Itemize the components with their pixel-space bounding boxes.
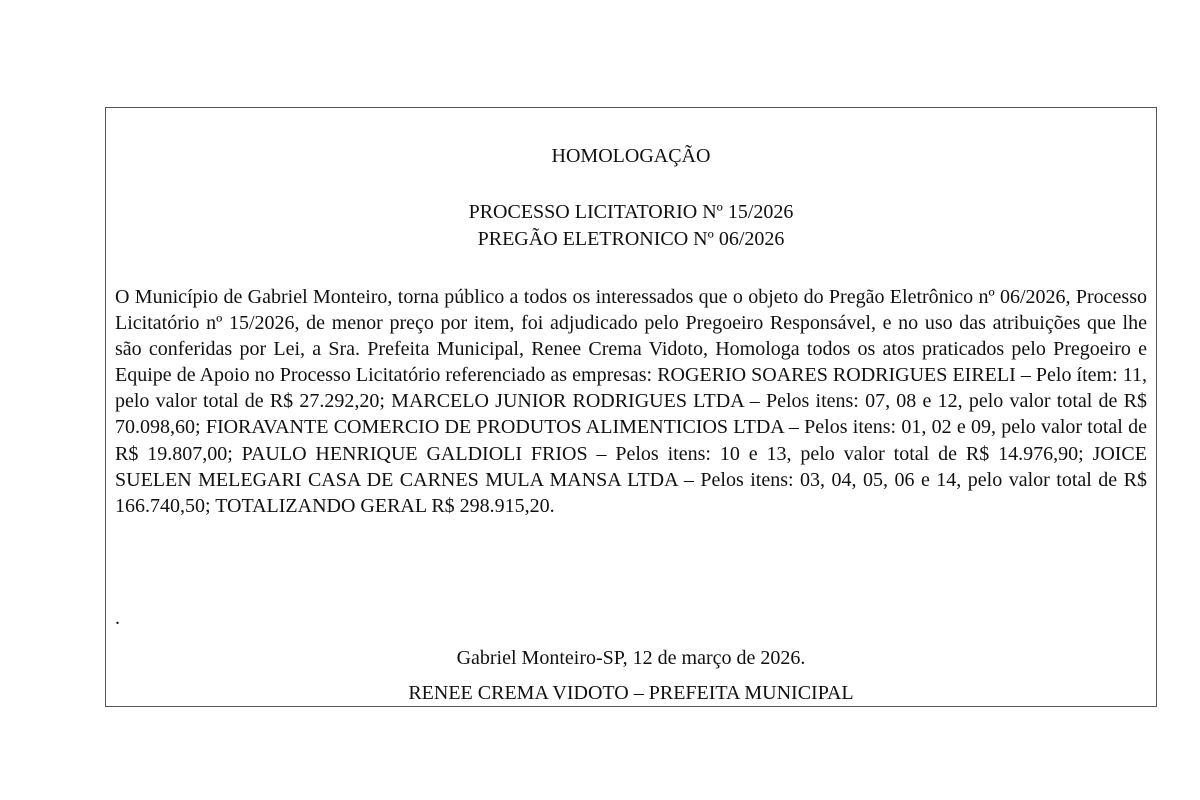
signature-line: RENEE CREMA VIDOTO – PREFEITA MUNICIPAL	[408, 682, 854, 704]
notice-heading: HOMOLOGAÇÃO	[551, 145, 711, 167]
notice-body: O Município de Gabriel Monteiro, torna público a todos os interessados que o objeto do Pregão Eletrônico nº 06/2026, Processo Licitatório nº 15/2026, de menor preço por item, foi adjudicado pelo Pregoeiro Responsável, e no uso das atribuições que lhe são conferidas por Lei, a Sra. Prefeita Municipal, Renee Crema Vidoto, Homologa todos os atos praticados pelo Pregoeiro e Equipe de Apoio no Processo Licitatório referenciado as empresas: ROGERIO SOARES RODRIGUES EIRELI – Pelo ítem: 11, pelo valor total de R$ 27.292,20; MARCELO JUNIOR RODRIGUES LTDA – Pelos itens: 07, 08 e 12, pelo valor total de R$ 70.098,60; FIORAVANTE COMERCIO DE PRODUTOS ALIMENTICIOS LTDA – Pelos itens: 01, 02 e 09, pelo valor total de R$ 19.807,00; PAULO HENRIQUE GALDIOLI FRIOS – Pelos itens: 10 e 13, pelo valor total de R$ 14.976,90; JOICE SUELEN MELEGARI CASA DE CARNES MULA MANSA LTDA – Pelos itens: 03, 04, 05, 06 e 14, pelo valor total de R$ 166.740,50; TOTALIZANDO GERAL R$ 298.915,20.	[115, 286, 1147, 517]
process-number: PROCESSO LICITATORIO Nº 15/2026	[468, 201, 794, 223]
auction-number: PREGÃO ELETRONICO Nº 06/2026	[477, 228, 785, 250]
notice-box	[105, 107, 1157, 707]
separator-dot: .	[115, 607, 120, 629]
place-and-date: Gabriel Monteiro-SP, 12 de março de 2026.	[456, 647, 806, 669]
